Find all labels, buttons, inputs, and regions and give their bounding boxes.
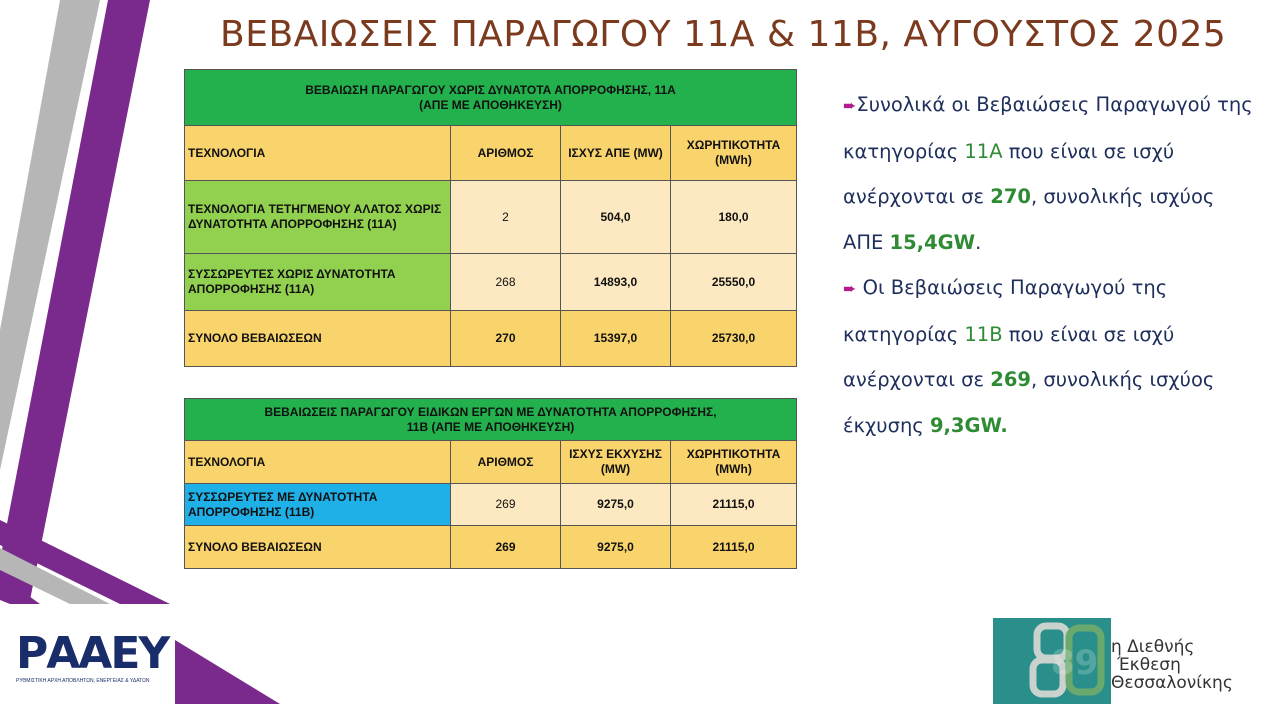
row-power: 504,0 [561,181,671,254]
total-power: 15397,0 [561,311,671,367]
table-11b [184,398,797,569]
row-technology: ΤΕΧΝΟΛΟΓΙΑ ΤΕΤΗΓΜΕΝΟΥ ΑΛΑΤΟΣ ΧΩΡΙΣ ΔΥΝΑΤΟΤΗΤΑ ΑΠΟΡΡΟΦΗΣΗΣ (11Α) [185,181,451,254]
raaey-logo [16,628,176,692]
table-11b-header: ΒΕΒΑΙΩΣΕΙΣ ΠΑΡΑΓΩΓΟΥ ΕΙΔΙΚΩΝ ΕΡΓΩΝ ΜΕ ΔΥΝΑΤΟΤΗΤΑ ΑΠΟΡΡΟΦΗΣΗΣ, 11Β (ΑΠΕ ΜΕ ΑΠΟΘΗΚΕΥΣΗ) [185,399,797,441]
table-total-row [185,311,797,367]
table-row [185,484,797,526]
row-power: 14893,0 [561,254,671,311]
table-11a-header: ΒΕΒΑΙΩΣΗ ΠΑΡΑΓΩΓΟΥ ΧΩΡΙΣ ΔΥΝΑΤΟΤΑ ΑΠΟΡΡΟΦΗΣΗΣ, 11Α (ΑΠΕ ΜΕ ΑΠΟΘΗΚΕΥΣΗ) [185,70,797,126]
row-capacity: 25550,0 [671,254,797,311]
row-power: 9275,0 [561,484,671,526]
table-row [185,254,797,311]
raaey-logo-subtitle: ΡΥΘΜΙΣΤΙΚΗ ΑΡΧΗ ΑΠΟΒΛΗΤΩΝ, ΕΝΕΡΓΕΙΑΣ & ΥΔΑΤΩΝ [16,678,150,684]
row-count: 269 [451,484,561,526]
tif-logo [993,618,1263,704]
svg-text:89: 89 [1051,643,1099,683]
table-row [185,181,797,254]
col-header-count: ΑΡΙΘΜΟΣ [451,126,561,181]
arrow-icon: ➨ [843,96,857,115]
arrow-icon: ➨ [843,279,857,298]
bullet-11b: ➨ Οι Βεβαιώσεις Παραγωγού της κατηγορίας 11Β που είναι σε ισχύ ανέρχονται σε 269, συνολικής ισχύος έκχυσης 9,3GW. [843,276,1215,437]
col-header-power: ΙΣΧΥΣ ΑΠΕ (MW) [561,126,671,181]
col-header-count: ΑΡΙΘΜΟΣ [451,441,561,484]
total-capacity: 21115,0 [671,526,797,569]
col-header-power: ΙΣΧΥΣ ΕΚΧΥΣΗΣ (MW) [561,441,671,484]
col-header-technology: ΤΕΧΝΟΛΟΓΙΑ [185,441,451,484]
page-title: ΒΕΒΑΙΩΣΕΙΣ ΠΑΡΑΓΩΓΟΥ 11Α & 11Β, ΑΥΓΟΥΣΤΟΣ 2025 [220,14,1227,55]
total-power: 9275,0 [561,526,671,569]
col-header-technology: ΤΕΧΝΟΛΟΓΙΑ [185,126,451,181]
row-capacity: 180,0 [671,181,797,254]
row-count: 268 [451,254,561,311]
row-count: 2 [451,181,561,254]
row-technology: ΣΥΣΣΩΡΕΥΤΕΣ ΜΕ ΔΥΝΑΤΟΤΗΤΑ ΑΠΟΡΡΟΦΗΣΗΣ (11Β) [185,484,451,526]
table-total-row [185,526,797,569]
table-11a [184,69,797,367]
total-label: ΣΥΝΟΛΟ ΒΕΒΑΙΩΣΕΩΝ [185,526,451,569]
tif-logo-text: η Διεθνής Έκθεση Θεσσαλονίκης [1111,637,1233,693]
bullet-11a: ➨Συνολικά οι Βεβαιώσεις Παραγωγού της κατηγορίας 11Α που είναι σε ισχύ ανέρχονται σε 270, συνολικής ισχύος ΑΠΕ 15,4GW. [843,93,1253,254]
summary-bullets [843,82,1258,448]
total-count: 270 [451,311,561,367]
row-technology: ΣΥΣΣΩΡΕΥΤΕΣ ΧΩΡΙΣ ΔΥΝΑΤΟΤΗΤΑ ΑΠΟΡΡΟΦΗΣΗΣ (11Α) [185,254,451,311]
col-header-capacity: ΧΩΡΗΤΙΚΟΤΗΤΑ (MWh) [671,441,797,484]
row-capacity: 21115,0 [671,484,797,526]
raaey-logo-name: ΡΑΑΕΥ [16,628,169,679]
total-label: ΣΥΝΟΛΟ ΒΕΒΑΙΩΣΕΩΝ [185,311,451,367]
total-capacity: 25730,0 [671,311,797,367]
tif-logo-mark [993,618,1113,704]
col-header-capacity: ΧΩΡΗΤΙΚΟΤΗΤΑ (MWh) [671,126,797,181]
total-count: 269 [451,526,561,569]
